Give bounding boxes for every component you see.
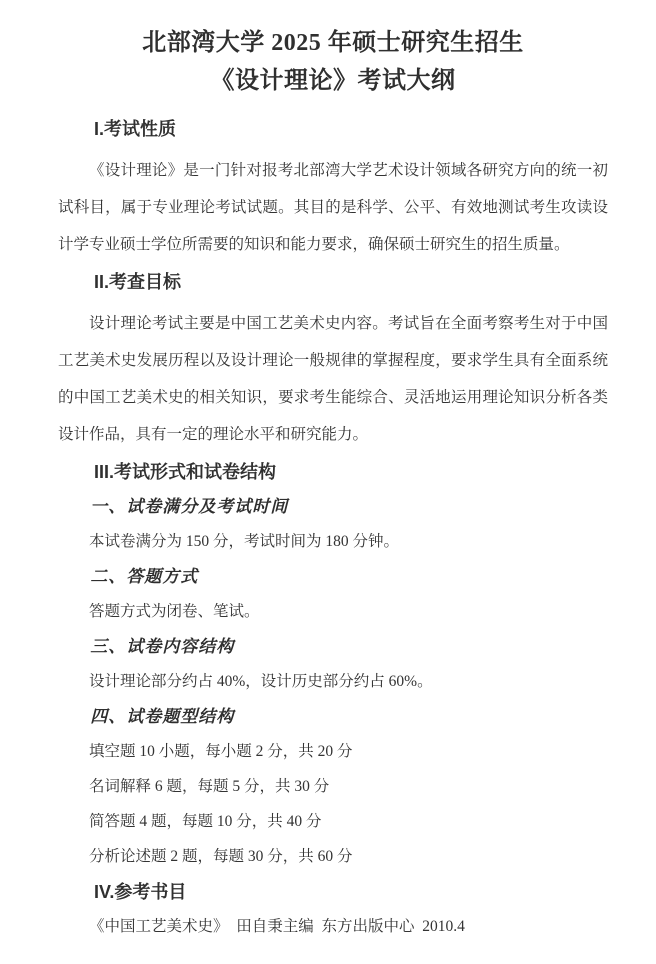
title-line-2: 《设计理论》考试大纲: [210, 68, 456, 94]
exam-nature-paragraph: 《设计理论》是一门针对报考北部湾大学艺术设计领域各研究方向的统一初试科目，属于专业理论考试试题。其目的是科学、公平、有效地测试考生攻读设计学专业硕士学位所需要的知识和能力要求，确保硕士研究生的招生质量。: [58, 162, 608, 253]
section-heading-assessment-goal: II.考查目标: [94, 272, 182, 292]
subheading-full-score-and-time: 一、试卷满分及考试时间: [90, 497, 289, 516]
subheading-content-structure: 三、试卷内容结构: [90, 637, 235, 656]
full-score-and-time-line: 本试卷满分为 150 分，考试时间为 180 分钟。: [89, 533, 400, 550]
section-heading-exam-nature: I.考试性质: [94, 119, 177, 139]
content-structure-line: 设计理论部分约占 40%，设计历史部分约占 60%。: [89, 673, 433, 690]
document-title: [58, 24, 608, 100]
section-heading-exam-format: III.考试形式和试卷结构: [94, 462, 277, 482]
subheading-answer-method: 二、答题方式: [90, 567, 199, 586]
question-type-term-explanation: 名词解释 6 题，每题 5 分，共 30 分: [89, 778, 330, 795]
title-line-1: 北部湾大学 2025 年硕士研究生招生: [142, 30, 524, 56]
reference-book-entry: 《中国工艺美术史》 田自秉主编 东方出版中心 2010.4: [89, 918, 465, 935]
question-type-analysis-essay: 分析论述题 2 题，每题 30 分，共 60 分: [89, 848, 353, 865]
question-type-fill-blank: 填空题 10 小题，每小题 2 分，共 20 分: [89, 743, 353, 760]
question-type-short-answer: 简答题 4 题，每题 10 分，共 40 分: [89, 813, 322, 830]
answer-method-line: 答题方式为闭卷、笔试。: [89, 603, 260, 620]
section-heading-reference-books: IV.参考书目: [94, 882, 187, 902]
subheading-question-type-structure: 四、试卷题型结构: [90, 707, 235, 726]
assessment-goal-paragraph: 设计理论考试主要是中国工艺美术史内容。考试旨在全面考察考生对于中国工艺美术史发展历程以及设计理论一般规律的掌握程度，要求学生具有全面系统的中国工艺美术史的相关知识，要求考生能综合、灵活地运用理论知识分析各类设计作品，具有一定的理论水平和研究能力。: [58, 315, 608, 443]
